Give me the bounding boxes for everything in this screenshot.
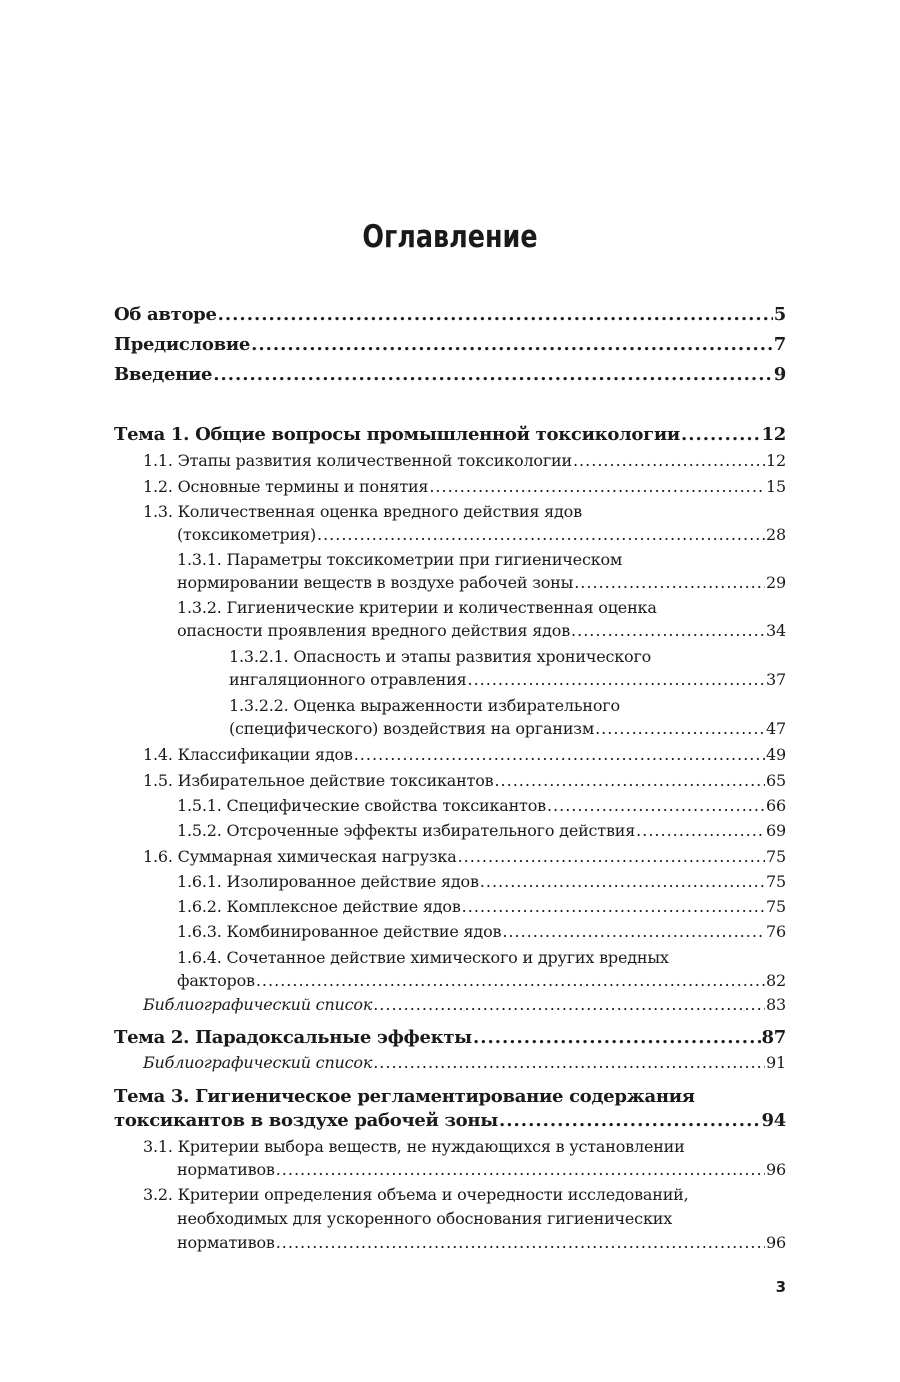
toc-entry-1-3-line1: 1.3. Количественная оценка вредного действия ядов xyxy=(143,502,582,521)
page-title: Оглавление xyxy=(362,219,538,255)
toc-entry-1-3-1-line1: 1.3.1. Параметры токсикометрии при гигиеническом xyxy=(177,550,623,569)
toc-entry-1-6-2: 1.6.2. Комплексное действие ядов ..... 75 xyxy=(177,897,786,916)
toc-entry-topic-3: токсикантов в воздухе рабочей зоны ..... 94 xyxy=(114,1110,786,1131)
toc-entry-1-3-2-2: (специфического) воздействия на организм ..... 47 xyxy=(229,719,786,738)
toc-entry-1-5-2: 1.5.2. Отсроченные эффекты избирательного действия ..... 69 xyxy=(177,821,786,840)
toc-entry-1-4: 1.4. Классификации ядов ..... 49 xyxy=(143,745,786,764)
page-number: 3 xyxy=(775,1278,786,1296)
toc-entry-1-3-2-1: ингаляционного отравления ..... 37 xyxy=(229,670,786,689)
toc-entry-bibliography-1: Библиографический список ..... 83 xyxy=(143,995,786,1014)
toc-entry-1-3-2: опасности проявления вредного действия ядов ..... 34 xyxy=(177,621,786,640)
toc-entry-3-2-line2: необходимых для ускоренного обоснования гигиенических xyxy=(177,1209,673,1228)
toc-entry-intro: Введение ..... 9 xyxy=(114,364,786,385)
toc-entry-topic-1: Тема 1. Общие вопросы промышленной токсикологии ..... 12 xyxy=(114,424,786,445)
toc-entry-about: Об авторе ..... 5 xyxy=(114,304,786,325)
toc-entry-1-6-4: факторов ..... 82 xyxy=(177,971,786,990)
toc-entry-3-2-line1: 3.2. Критерии определения объема и очередности исследований, xyxy=(143,1185,689,1204)
toc-entry-1-5-1: 1.5.1. Специфические свойства токсикантов ..... 66 xyxy=(177,796,786,815)
toc-entry-1-1: 1.1. Этапы развития количественной токсикологии ..... 12 xyxy=(143,451,786,470)
toc-entry-3-2: нормативов ..... 96 xyxy=(177,1233,786,1252)
toc-entry-1-3-2-2-line1: 1.3.2.2. Оценка выраженности избирательного xyxy=(229,696,620,715)
toc-entry-3-1-line1: 3.1. Критерии выбора веществ, не нуждающихся в установлении xyxy=(143,1137,685,1156)
toc-entry-topic-3-line1: Тема 3. Гигиеническое регламентирование содержания xyxy=(114,1086,695,1107)
toc-entry-1-5: 1.5. Избирательное действие токсикантов ..... 65 xyxy=(143,771,786,790)
toc-entry-1-6-4-line1: 1.6.4. Сочетанное действие химического и других вредных xyxy=(177,948,669,967)
toc-entry-1-6-1: 1.6.1. Изолированное действие ядов ..... 75 xyxy=(177,872,786,891)
toc-entry-topic-2: Тема 2. Парадоксальные эффекты ..... 87 xyxy=(114,1027,786,1048)
toc-entry-preface: Предисловие ..... 7 xyxy=(114,334,786,355)
toc-entry-1-2: 1.2. Основные термины и понятия ..... 15 xyxy=(143,477,786,496)
toc-entry-1-3-2-line1: 1.3.2. Гигиенические критерии и количественная оценка xyxy=(177,598,657,617)
toc-entry-bibliography-2: Библиографический список ..... 91 xyxy=(143,1053,786,1072)
toc-entry-1-6: 1.6. Суммарная химическая нагрузка ..... 75 xyxy=(143,847,786,866)
toc-entry-1-3-2-1-line1: 1.3.2.1. Опасность и этапы развития хронического xyxy=(229,647,652,666)
toc-entry-3-1: нормативов ..... 96 xyxy=(177,1160,786,1179)
toc-entry-1-3-1: нормировании веществ в воздухе рабочей зоны ..... 29 xyxy=(177,573,786,592)
toc-entry-1-6-3: 1.6.3. Комбинированное действие ядов ..... 76 xyxy=(177,922,786,941)
toc-entry-1-3: (токсикометрия) ..... 28 xyxy=(177,525,786,544)
